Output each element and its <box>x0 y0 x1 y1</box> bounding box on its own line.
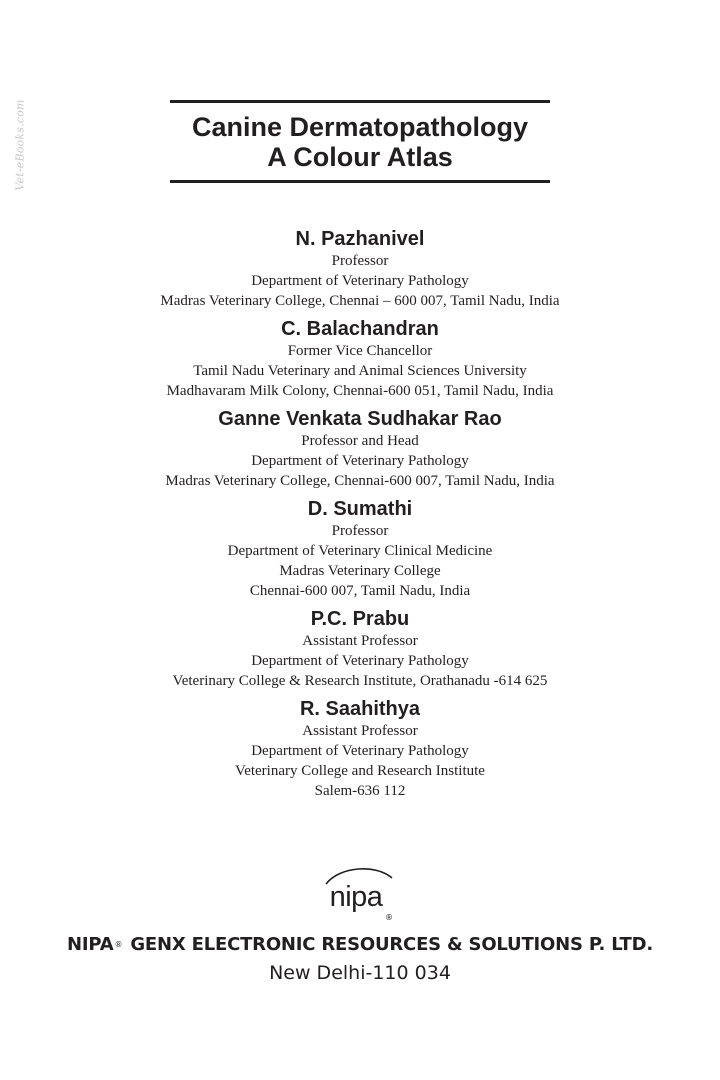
author-affiliation: Veterinary College and Research Institute <box>235 763 485 779</box>
author-affiliation: Professor and Head <box>301 433 419 449</box>
author-affiliation: Professor <box>331 253 389 269</box>
author-block <box>0 607 720 691</box>
author-affiliation: Chennai-600 007, Tamil Nadu, India <box>249 583 471 599</box>
author-block <box>0 317 720 401</box>
watermark-text: Vet-eBooks.com <box>13 99 27 191</box>
author-block <box>0 497 720 601</box>
author-affiliation: Department of Veterinary Pathology <box>251 273 469 289</box>
author-list <box>0 227 720 807</box>
logo-registered-mark: ® <box>385 913 393 922</box>
publisher-registered-mark: ® <box>114 940 123 949</box>
author-name: C. Balachandran <box>281 318 439 340</box>
author-affiliation: Madras Veterinary College, Chennai – 600 007, Tamil Nadu, India <box>160 293 560 309</box>
author-name: N. Pazhanivel <box>295 228 425 250</box>
author-name: R. Saahithya <box>299 698 421 720</box>
author-block <box>0 697 720 801</box>
author-affiliation: Madhavaram Milk Colony, Chennai-600 051, Tamil Nadu, India <box>166 383 554 399</box>
author-affiliation: Madras Veterinary College <box>279 563 441 579</box>
book-title <box>170 100 550 183</box>
publisher-name-rest: GENX ELECTRONIC RESOURCES & SOLUTIONS P. LTD. <box>130 934 653 955</box>
publisher-city: New Delhi-110 034 <box>269 962 451 984</box>
nipa-logo <box>318 862 402 926</box>
watermark <box>8 100 32 190</box>
publisher-name <box>0 933 720 957</box>
author-affiliation: Veterinary College & Research Institute, Orathanadu -614 625 <box>172 673 548 689</box>
author-affiliation: Assistant Professor <box>302 633 418 649</box>
author-name: Ganne Venkata Sudhakar Rao <box>218 408 502 430</box>
title-line-1: Canine Dermatopathology <box>191 112 529 142</box>
author-affiliation: Department of Veterinary Pathology <box>251 743 469 759</box>
logo-text: nipa <box>329 881 383 913</box>
author-affiliation: Department of Veterinary Pathology <box>251 453 469 469</box>
author-affiliation: Salem-636 112 <box>314 783 406 799</box>
title-line-2: A Colour Atlas <box>267 142 453 172</box>
author-affiliation: Professor <box>331 523 389 539</box>
author-name: P.C. Prabu <box>310 608 410 630</box>
author-affiliation: Former Vice Chancellor <box>287 343 433 359</box>
publisher-imprint <box>0 933 720 987</box>
author-block <box>0 227 720 311</box>
publisher-brand: NIPA <box>67 934 114 955</box>
author-affiliation: Department of Veterinary Clinical Medicine <box>227 543 493 559</box>
author-affiliation: Assistant Professor <box>302 723 418 739</box>
author-affiliation: Tamil Nadu Veterinary and Animal Sciences University <box>193 363 527 379</box>
author-affiliation: Madras Veterinary College, Chennai-600 007, Tamil Nadu, India <box>165 473 555 489</box>
author-affiliation: Department of Veterinary Pathology <box>251 653 469 669</box>
author-name: D. Sumathi <box>307 498 413 520</box>
author-block <box>0 407 720 491</box>
